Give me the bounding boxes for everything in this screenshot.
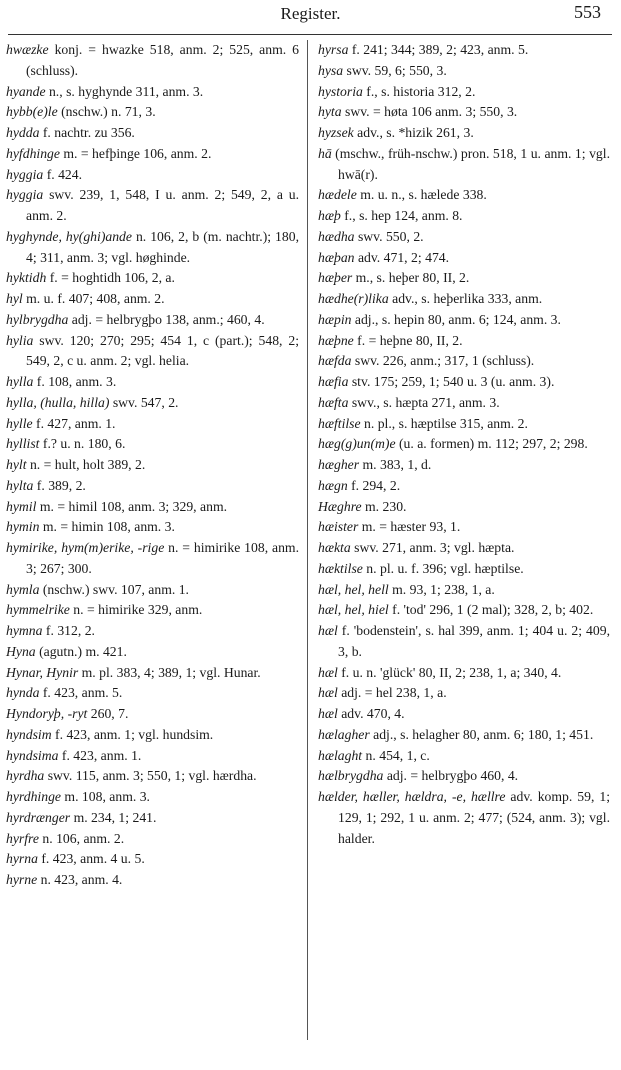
entry-headword: hæl, hel, hiel xyxy=(318,602,389,618)
index-entry xyxy=(6,82,299,103)
index-entry xyxy=(6,580,299,601)
entry-reference: m. = hæster 93, 1. xyxy=(358,519,461,535)
entry-headword: hyfdhinge xyxy=(6,145,60,161)
index-entry xyxy=(318,476,610,497)
index-entry xyxy=(6,829,299,850)
entry-reference: f. 'bodenstein', s. hal 399, anm. 1; 404 u. 2; 409, 3, b. xyxy=(337,623,610,659)
entry-headword: hyrne xyxy=(6,872,38,887)
index-entry xyxy=(6,165,299,186)
entry-headword: hyrsa xyxy=(318,42,349,57)
index-entry xyxy=(6,185,299,227)
entry-headword: hæktilse xyxy=(318,560,363,576)
index-entry xyxy=(318,185,610,206)
index-entry xyxy=(6,40,299,82)
entry-headword: hæfia xyxy=(318,374,349,389)
entry-reference: (nschw.) n. 71, 3. xyxy=(57,104,156,120)
entry-headword: hymmelrike xyxy=(6,602,70,618)
entry-headword: hymla xyxy=(6,581,40,597)
entry-headword: hæl xyxy=(318,706,338,721)
index-entry xyxy=(318,123,610,144)
entry-headword: hydda xyxy=(6,125,40,140)
entry-reference: f. 423, anm. 1. xyxy=(58,747,142,763)
entry-headword: hystoria xyxy=(318,83,363,99)
index-entry xyxy=(6,476,299,497)
index-entry xyxy=(6,393,299,414)
entry-reference: m. = himil 108, anm. 3; 329, anm. xyxy=(36,498,228,514)
entry-reference: adj. = helbrygþo 138, anm.; 460, 4. xyxy=(68,311,265,327)
entry-headword: hyl xyxy=(6,291,23,306)
entry-headword: hæþan xyxy=(318,249,355,265)
entry-reference: f. 312, 2. xyxy=(42,623,95,638)
entry-headword: hylle xyxy=(6,415,33,431)
index-entry xyxy=(318,144,610,186)
index-entry xyxy=(6,766,299,787)
entry-reference: adv. komp. 59, 1; 129, 1; 292, 1 u. anm. 2; 477; (524, anm. 3); vgl. halder. xyxy=(338,789,610,846)
entry-reference: stv. 175; 259, 1; 540 u. 3 (u. anm. 3). xyxy=(348,374,555,389)
entry-headword: hyllist xyxy=(6,436,40,452)
entry-headword: hæpin xyxy=(318,311,352,327)
entry-reference: f. 423, anm. 5. xyxy=(39,685,123,701)
index-entry xyxy=(6,123,299,144)
index-entry xyxy=(6,538,299,580)
entry-reference: swv. 115, anm. 3; 550, 1; vgl. hærdha. xyxy=(44,768,257,784)
entry-reference: adj. = hel 238, 1, a. xyxy=(337,685,447,701)
index-entry xyxy=(6,808,299,829)
entry-headword: hyghynde, hy(ghi)ande xyxy=(6,228,132,244)
entry-headword: hæþer xyxy=(318,270,353,286)
entry-headword: hælagher xyxy=(318,726,370,742)
entry-headword: hæþ xyxy=(318,208,341,223)
entry-headword: hæister xyxy=(318,519,359,535)
index-entry xyxy=(6,870,299,891)
entry-headword: hyande xyxy=(6,83,46,99)
index-entry xyxy=(318,248,610,269)
index-entry xyxy=(318,517,610,538)
entry-reference: n. pl., s. hæptilse 315, anm. 2. xyxy=(360,415,528,431)
entry-headword: hyrdhinge xyxy=(6,789,61,804)
entry-headword: hæfda xyxy=(318,353,352,369)
index-entry xyxy=(318,82,610,103)
page-number: 553 xyxy=(574,2,601,22)
index-entry xyxy=(318,787,610,849)
entry-reference: m., s. heþer 80, II, 2. xyxy=(352,270,470,286)
entry-reference: f. 241; 344; 389, 2; 423, anm. 5. xyxy=(348,42,529,57)
index-entry xyxy=(318,621,610,663)
entry-headword: hyta xyxy=(318,104,342,120)
entry-reference: m. 234, 1; 241. xyxy=(70,809,157,825)
entry-reference: f. nachtr. zu 356. xyxy=(39,125,135,140)
index-entry xyxy=(318,497,610,518)
entry-reference: adv., s. heþerlika 333, anm. xyxy=(388,291,543,306)
entry-reference: f. 423, anm. 1; vgl. hundsim. xyxy=(51,726,214,742)
index-entry xyxy=(6,517,299,538)
entry-headword: hyrna xyxy=(6,851,38,867)
entry-headword: hynda xyxy=(6,685,40,701)
entry-reference: n. = hult, holt 389, 2. xyxy=(26,457,146,472)
entry-reference: n. pl. u. f. 396; vgl. hæptilse. xyxy=(362,560,524,576)
entry-reference: f. = hoghtidh 106, 2, a. xyxy=(46,270,175,286)
entry-reference: m. 93, 1; 238, 1, a. xyxy=(388,581,495,597)
entry-headword: hymin xyxy=(6,519,40,535)
entry-reference: swv. 271, anm. 3; vgl. hæpta. xyxy=(350,540,515,555)
index-entry xyxy=(318,372,610,393)
entry-reference: m. 383, 1, d. xyxy=(359,457,432,472)
entry-reference: n. 423, anm. 4. xyxy=(37,872,123,887)
index-entry xyxy=(318,414,610,435)
entry-headword: hyndsima xyxy=(6,747,59,763)
entry-headword: hylla xyxy=(6,374,34,389)
entry-headword: hymil xyxy=(6,498,37,514)
entry-headword: hylia xyxy=(6,332,34,348)
entry-reference: m. 108, anm. 3. xyxy=(61,789,150,804)
index-entry xyxy=(6,621,299,642)
entry-headword: hækta xyxy=(318,540,351,555)
index-entry xyxy=(6,725,299,746)
entry-reference: f.? u. n. 180, 6. xyxy=(39,436,126,452)
right-column xyxy=(318,40,610,849)
index-entry xyxy=(318,102,610,123)
entry-reference: m. 230. xyxy=(361,498,407,514)
entry-headword: hæg(g)un(m)e xyxy=(318,436,396,452)
index-entry xyxy=(318,683,610,704)
entry-reference: n. 106, anm. 2. xyxy=(38,830,125,846)
index-entry xyxy=(6,497,299,518)
index-entry xyxy=(318,580,610,601)
entry-headword: hædhe(r)lika xyxy=(318,291,389,306)
entry-reference: f. 108, anm. 3. xyxy=(33,374,117,389)
index-entry xyxy=(318,310,610,331)
entry-reference: m. pl. 383, 4; 389, 1; vgl. Hunar. xyxy=(78,664,261,680)
entry-headword: Hyndoryþ, -ryt xyxy=(6,706,88,721)
entry-reference: (u. a. formen) m. 112; 297, 2; 298. xyxy=(395,436,588,452)
entry-headword: hyndsim xyxy=(6,726,52,742)
entry-reference: n. = himirike 108, anm. 3; 267; 300. xyxy=(26,540,299,576)
running-title: Register. xyxy=(280,4,341,23)
index-entry xyxy=(6,683,299,704)
entry-reference: swv. 120; 270; 295; 454 1, c (part.); 548, 2; 549, 2, c u. anm. 2; vgl. helia. xyxy=(26,332,299,369)
entry-headword: hyrdha xyxy=(6,768,45,784)
index-entry xyxy=(6,455,299,476)
entry-reference: adj. = helbrygþo 460, 4. xyxy=(383,768,519,784)
index-entry xyxy=(318,725,610,746)
entry-reference: n., s. hyghynde 311, anm. 3. xyxy=(45,83,204,99)
entry-reference: swv. 226, anm.; 317, 1 (schluss). xyxy=(351,353,535,369)
entry-headword: hybb(e)le xyxy=(6,104,58,120)
index-entry xyxy=(318,331,610,352)
index-entry xyxy=(6,310,299,331)
entry-headword: hæl xyxy=(318,664,338,680)
entry-reference: f. 424. xyxy=(43,166,83,182)
entry-headword: hyggia xyxy=(6,166,44,182)
entry-headword: hægn xyxy=(318,477,348,493)
entry-reference: (agutn.) m. 421. xyxy=(35,643,127,659)
index-entry xyxy=(318,351,610,372)
entry-headword: hælbrygdha xyxy=(318,768,384,784)
page-header xyxy=(0,0,621,30)
index-entry xyxy=(318,61,610,82)
entry-headword: hylla, (hulla, hilla) xyxy=(6,394,110,410)
index-entry xyxy=(318,746,610,767)
entry-headword: hylta xyxy=(6,477,34,493)
entry-headword: hysa xyxy=(318,62,344,78)
entry-reference: swv. 550, 2. xyxy=(354,228,424,244)
entry-reference: 260, 7. xyxy=(87,706,129,721)
index-entry xyxy=(318,600,610,621)
entry-headword: hælder, hæller, hældra, -e, hællre xyxy=(318,789,506,804)
entry-headword: Hynar, Hynir xyxy=(6,664,79,680)
entry-headword: hyggia xyxy=(6,187,44,203)
entry-reference: m. = hefþinge 106, anm. 2. xyxy=(59,145,212,161)
entry-reference: adv. 470, 4. xyxy=(337,706,405,721)
entry-reference: swv. 547, 2. xyxy=(109,394,179,410)
index-entry xyxy=(6,849,299,870)
entry-reference: m. u. n., s. hælede 338. xyxy=(356,187,487,203)
entry-reference: f. 294, 2. xyxy=(347,477,401,493)
entry-headword: hwæzke xyxy=(6,42,49,57)
index-entry xyxy=(6,704,299,725)
index-entry xyxy=(318,434,610,455)
entry-headword: hyrdrænger xyxy=(6,809,71,825)
index-entry xyxy=(318,227,610,248)
index-entry xyxy=(318,268,610,289)
entry-headword: hylt xyxy=(6,457,27,472)
index-entry xyxy=(6,289,299,310)
index-entry xyxy=(318,393,610,414)
entry-headword: hælaght xyxy=(318,747,363,763)
entry-reference: f. 427, anm. 1. xyxy=(32,415,116,431)
entry-headword: hædha xyxy=(318,228,355,244)
index-entry xyxy=(6,227,299,269)
entry-headword: hæftilse xyxy=(318,415,361,431)
column-divider xyxy=(307,40,308,1040)
entry-reference: (mschw., früh-nschw.) pron. 518, 1 u. anm. 1; vgl. hwā(r). xyxy=(331,145,610,182)
entry-headword: Hyna xyxy=(6,643,36,659)
entry-reference: n. 454, 1, c. xyxy=(362,747,430,763)
entry-headword: hæfta xyxy=(318,394,349,410)
entry-reference: adj., s. helagher 80, anm. 6; 180, 1; 451. xyxy=(369,726,594,742)
entry-reference: adj., s. hepin 80, anm. 6; 124, anm. 3. xyxy=(351,311,561,327)
entry-headword: hæl xyxy=(318,685,338,701)
entry-reference: swv. 59, 6; 550, 3. xyxy=(343,62,447,78)
index-entry xyxy=(6,331,299,373)
entry-reference: f. 423, anm. 4 u. 5. xyxy=(37,851,145,867)
index-entry xyxy=(6,102,299,123)
entry-headword: hæl, hel, hell xyxy=(318,581,389,597)
entry-reference: swv., s. hæpta 271, anm. 3. xyxy=(348,394,500,410)
index-entry xyxy=(318,663,610,684)
index-entry xyxy=(6,642,299,663)
entry-reference: f. = heþne 80, II, 2. xyxy=(353,332,463,348)
index-entry xyxy=(6,268,299,289)
entry-reference: n. = himirike 329, anm. xyxy=(69,602,203,618)
entry-headword: hyktidh xyxy=(6,270,47,286)
entry-headword: hylbrygdha xyxy=(6,311,69,327)
index-entry xyxy=(318,766,610,787)
entry-reference: f. u. n. 'glück' 80, II, 2; 238, 1, a; 340, 4. xyxy=(337,664,562,680)
index-entry xyxy=(318,455,610,476)
entry-headword: hymirike, hym(m)erike, -rige xyxy=(6,540,165,555)
index-entry xyxy=(318,40,610,61)
index-entry xyxy=(6,746,299,767)
header-rule xyxy=(8,34,612,35)
entry-headword: hædele xyxy=(318,187,357,203)
entry-reference: (nschw.) swv. 107, anm. 1. xyxy=(39,581,189,597)
entry-reference: adv. 471, 2; 474. xyxy=(354,249,450,265)
entry-reference: m. u. f. 407; 408, anm. 2. xyxy=(22,291,165,306)
index-entry xyxy=(6,414,299,435)
entry-reference: f., s. historia 312, 2. xyxy=(362,83,476,99)
entry-reference: swv. = høta 106 anm. 3; 550, 3. xyxy=(341,104,518,120)
index-entry xyxy=(318,289,610,310)
index-entry xyxy=(318,559,610,580)
entry-reference: f. 'tod' 296, 1 (2 mal); 328, 2, b; 402. xyxy=(388,602,594,618)
entry-headword: hyzsek xyxy=(318,125,354,140)
entry-headword: hymna xyxy=(6,623,43,638)
entry-headword: hæþne xyxy=(318,332,354,348)
entry-headword: hægher xyxy=(318,457,360,472)
index-entry xyxy=(6,663,299,684)
index-entry xyxy=(6,372,299,393)
index-entry xyxy=(318,206,610,227)
index-entry xyxy=(6,434,299,455)
index-entry xyxy=(6,144,299,165)
entry-reference: f. 389, 2. xyxy=(33,477,86,493)
entry-reference: adv., s. *hizik 261, 3. xyxy=(353,125,474,140)
index-entry xyxy=(6,787,299,808)
entry-reference: m. = himin 108, anm. 3. xyxy=(39,519,175,535)
entry-headword: hyrfre xyxy=(6,830,39,846)
entry-headword: hā xyxy=(318,145,332,161)
left-column xyxy=(6,40,299,891)
entry-headword: hæl xyxy=(318,623,338,638)
entry-reference: konj. = hwazke 518, anm. 2; 525, anm. 6 (schluss). xyxy=(26,42,299,78)
index-entry xyxy=(6,600,299,621)
entry-reference: n. 106, 2, b (m. nachtr.); 180, 4; 311, anm. 3; vgl. høghinde. xyxy=(26,228,299,265)
entry-headword: Hæghre xyxy=(318,498,362,514)
index-entry xyxy=(318,538,610,559)
entry-reference: swv. 239, 1, 548, I u. anm. 2; 549, 2, a u. anm. 2. xyxy=(26,187,299,223)
index-entry xyxy=(318,704,610,725)
entry-reference: f., s. hep 124, anm. 8. xyxy=(340,208,463,223)
